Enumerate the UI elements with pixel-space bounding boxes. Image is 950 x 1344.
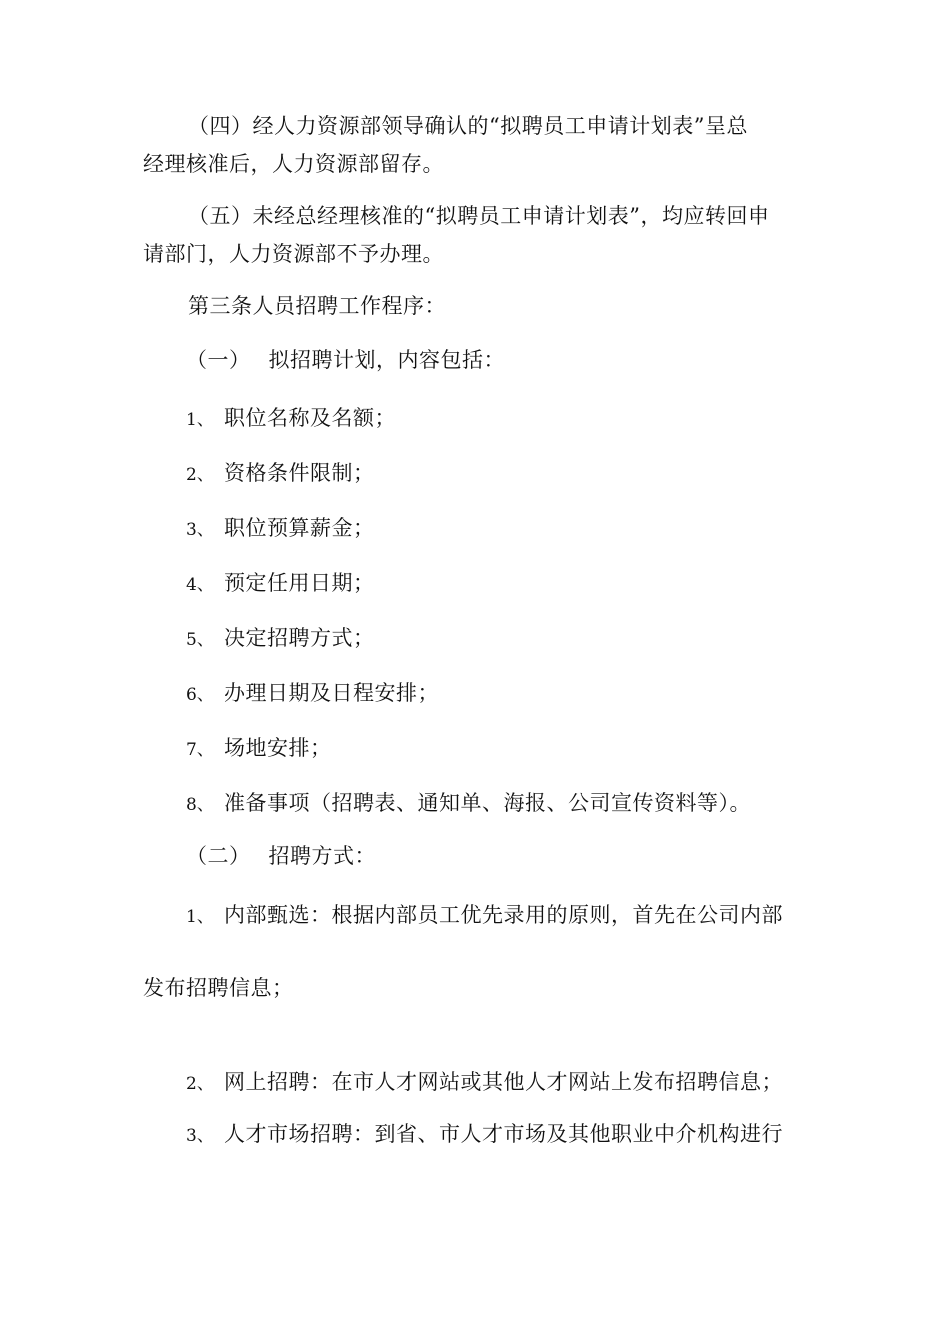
plan-item-number: 8、 [186, 795, 214, 815]
plan-item-text: 场地安排； [224, 736, 332, 760]
section-2-label: （二） [186, 844, 251, 868]
plan-item [186, 624, 375, 654]
method-item-number: 2、 [186, 1074, 214, 1094]
method-item-text: 内部甄选：根据内部员工优先录用的原则，首先在公司内部 [224, 903, 783, 927]
plan-item-number: 3、 [186, 520, 214, 540]
plan-item [186, 569, 375, 599]
plan-item [186, 789, 751, 819]
plan-item-text: 职位预算薪金； [224, 516, 375, 540]
article-3-heading: 第三条人员招聘工作程序： [188, 294, 446, 318]
plan-item-text: 资格条件限制； [224, 461, 375, 485]
plan-item-number: 6、 [186, 685, 214, 705]
plan-item-number: 2、 [186, 465, 214, 485]
method-item [186, 901, 783, 931]
plan-item-number: 4、 [186, 575, 214, 595]
method-item-number: 3、 [186, 1126, 214, 1146]
method-item [186, 1068, 783, 1098]
section-1-label: （一） [186, 348, 251, 372]
method-item-text: 网上招聘：在市人才网站或其他人才网站上发布招聘信息； [224, 1070, 783, 1094]
paragraph-5-line-2: 请部门，人力资源部不予办理。 [143, 242, 444, 266]
section-1-text: 拟招聘计划，内容包括： [268, 348, 505, 372]
plan-item-number: 5、 [186, 630, 214, 650]
paragraph-4-line-1: （四）经人力资源部领导确认的“拟聘员工申请计划表”呈总 [188, 114, 748, 138]
section-2-text: 招聘方式： [268, 844, 376, 868]
plan-item [186, 404, 396, 434]
plan-item-text: 准备事项（招聘表、通知单、海报、公司宣传资料等）。 [224, 791, 751, 815]
plan-item [186, 679, 439, 709]
plan-item-text: 预定任用日期； [224, 571, 375, 595]
paragraph-5-line-1: （五）未经总经理核准的“拟聘员工申请计划表”，均应转回申 [188, 204, 770, 228]
method-item [186, 1120, 783, 1150]
method-item-continuation: 发布招聘信息； [143, 976, 294, 1000]
method-item-text: 人才市场招聘：到省、市人才市场及其他职业中介机构进行 [224, 1122, 783, 1146]
plan-item [186, 514, 375, 544]
paragraph-4-line-2: 经理核准后，人力资源部留存。 [143, 152, 444, 176]
method-item-number: 1、 [186, 907, 214, 927]
plan-item-text: 决定招聘方式； [224, 626, 375, 650]
plan-item-number: 1、 [186, 410, 214, 430]
plan-item [186, 734, 332, 764]
section-2-heading [186, 842, 376, 870]
plan-item-text: 办理日期及日程安排； [224, 681, 439, 705]
plan-item-text: 职位名称及名额； [224, 406, 396, 430]
section-1-heading [186, 346, 505, 374]
plan-item [186, 459, 375, 489]
plan-item-number: 7、 [186, 740, 214, 760]
